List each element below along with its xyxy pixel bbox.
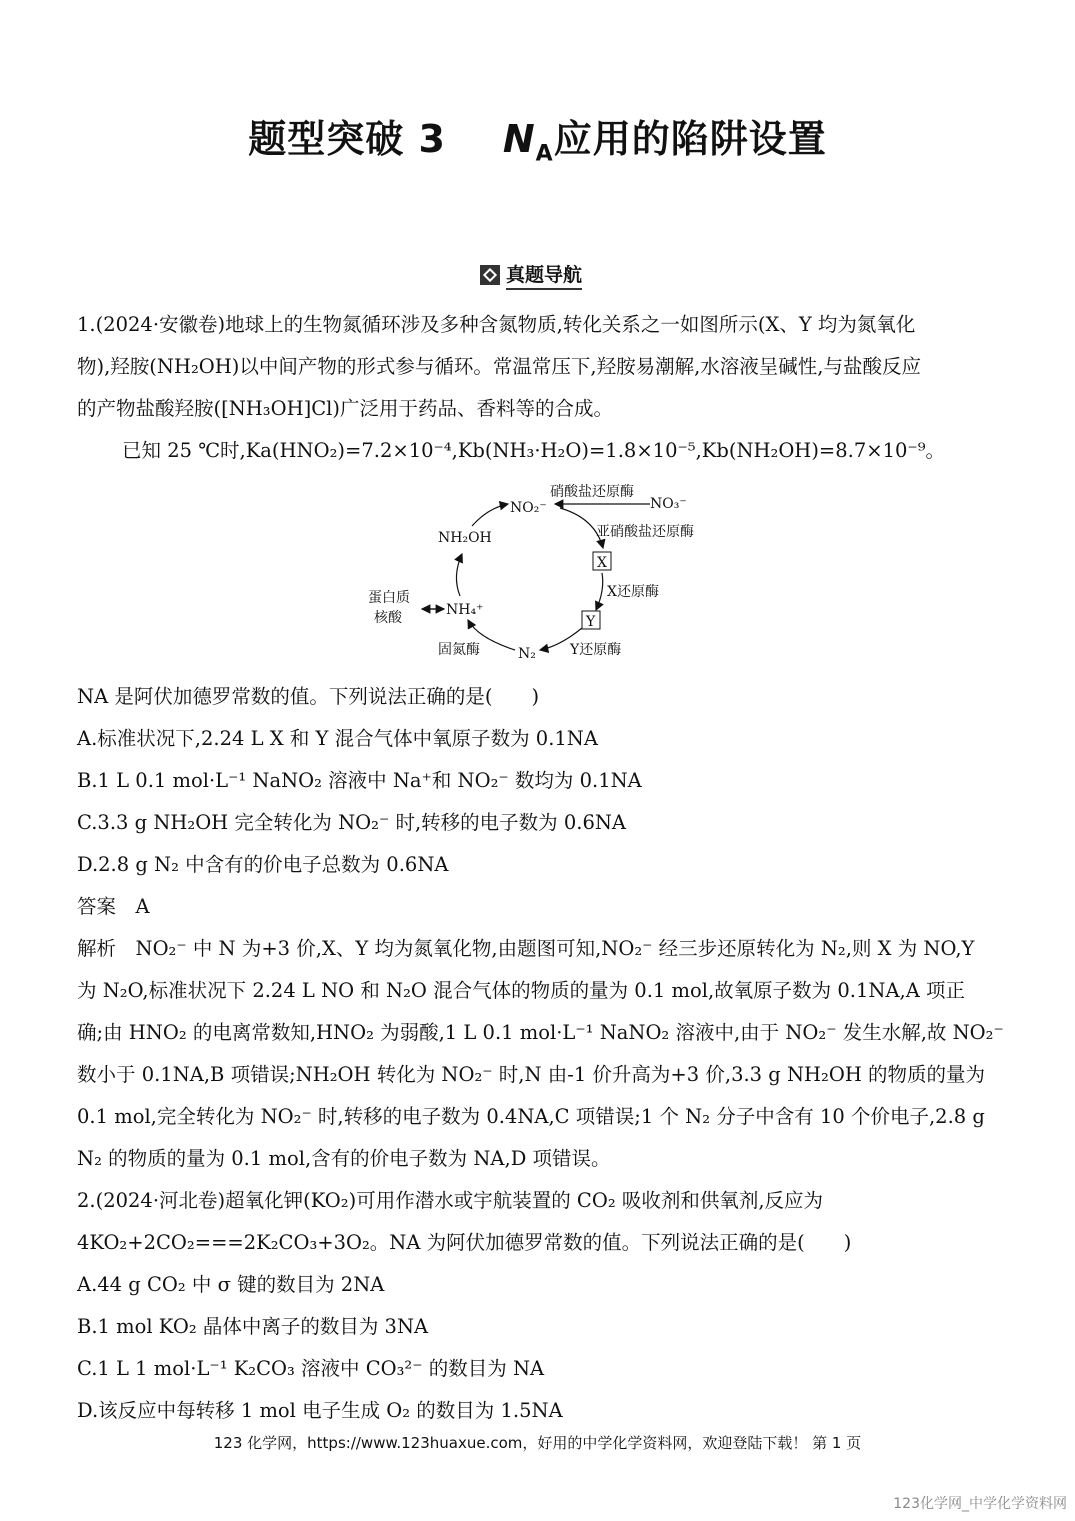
q2-line-1: 2.(2024·河北卷)超氧化钾(KO₂)可用作潜水或宇航装置的 CO₂ 吸收剂和供氧剂,反应为 bbox=[77, 1189, 824, 1212]
q1-line-3: 的产物盐酸羟胺([NH₃OH]Cl)广泛用于药品、香料等的合成。 bbox=[77, 397, 613, 420]
label-nh2oh: NH₂OH bbox=[438, 530, 492, 546]
label-no3: NO₃⁻ bbox=[650, 496, 687, 512]
q1-option-d: D.2.8 g N₂ 中含有的价电子总数为 0.6NA bbox=[77, 853, 449, 876]
q1-stem: NA 是阿伏加德罗常数的值。下列说法正确的是( ) bbox=[77, 685, 540, 708]
label-nucleic-acid: 核酸 bbox=[374, 610, 402, 626]
q2-option-a: A.44 g CO₂ 中 σ 键的数目为 2NA bbox=[77, 1273, 385, 1296]
q2-line-2: 4KO₂+2CO₂===2K₂CO₃+3O₂。NA 为阿伏加德罗常数的值。下列说法正确的是( ) bbox=[77, 1231, 852, 1254]
q1-line-2: 物),羟胺(NH₂OH)以中间产物的形式参与循环。常温常压下,羟胺易潮解,水溶液呈碱性,与盐酸反应 bbox=[77, 355, 921, 378]
label-no2: NO₂⁻ bbox=[510, 500, 547, 516]
label-x: X bbox=[597, 555, 607, 571]
label-nh4: NH₄⁺ bbox=[446, 602, 484, 618]
q1-option-b: B.1 L 0.1 mol·L⁻¹ NaNO₂ 溶液中 Na⁺和 NO₂⁻ 数均为 0.1NA bbox=[77, 769, 642, 792]
label-nitrate-reductase: 硝酸盐还原酶 bbox=[550, 484, 634, 500]
q1-option-a: A.标准状况下,2.24 L X 和 Y 混合气体中氧原子数为 0.1NA bbox=[77, 727, 598, 750]
q1-explanation-5: 0.1 mol,完全转化为 NO₂⁻ 时,转移的电子数为 0.4NA,C 项错误;1 个 N₂ 分子中含有 10 个价电子,2.8 g bbox=[77, 1105, 985, 1128]
q1-line-1: 1.(2024·安徽卷)地球上的生物氮循环涉及多种含氮物质,转化关系之一如图所示(X、Y 均为氮氧化 bbox=[77, 313, 916, 336]
site-watermark: 123化学网_中学化学资料网 bbox=[893, 1496, 1067, 1512]
label-n2: N₂ bbox=[518, 646, 536, 662]
diamond-icon bbox=[480, 265, 500, 285]
page-title: 题型突破 3 $N_A$应用的陷阱设置 bbox=[248, 117, 827, 167]
q1-answer: 答案 A bbox=[77, 895, 150, 918]
label-y: Y bbox=[586, 614, 596, 630]
q1-explanation-1: 解析 NO₂⁻ 中 N 为+3 价,X、Y 均为氮氧化物,由题图可知,NO₂⁻ 经三步还原转化为 N₂,则 X 为 NO,Y bbox=[77, 937, 975, 960]
q1-explanation-2: 为 N₂O,标准状况下 2.24 L NO 和 N₂O 混合气体的物质的量为 0.1 mol,故氧原子数为 0.1NA,A 项正 bbox=[77, 979, 966, 1002]
q1-option-c: C.3.3 g NH₂OH 完全转化为 NO₂⁻ 时,转移的电子数为 0.6NA bbox=[77, 811, 626, 834]
label-x-reductase: X还原酶 bbox=[607, 584, 659, 600]
q2-option-b: B.1 mol KO₂ 晶体中离子的数目为 3NA bbox=[77, 1315, 429, 1338]
q2-option-c: C.1 L 1 mol·L⁻¹ K₂CO₃ 溶液中 CO₃²⁻ 的数目为 NA bbox=[77, 1357, 545, 1380]
q2-option-d: D.该反应中每转移 1 mol 电子生成 O₂ 的数目为 1.5NA bbox=[77, 1399, 563, 1422]
label-nitrogenase: 固氮酶 bbox=[438, 642, 480, 658]
section-heading: 真题导航 bbox=[480, 262, 582, 288]
nitrogen-cycle-diagram bbox=[360, 478, 720, 668]
q1-line-4: 已知 25 ℃时,Ka(HNO₂)=7.2×10⁻⁴,Kb(NH₃·H₂O)=1.8×10⁻⁵,Kb(NH₂OH)=8.7×10⁻⁹。 bbox=[122, 439, 946, 462]
q1-explanation-4: 数小于 0.1NA,B 项错误;NH₂OH 转化为 NO₂⁻ 时,N 由-1 价升高为+3 价,3.3 g NH₂OH 的物质的量为 bbox=[77, 1063, 986, 1086]
q1-explanation-3: 确;由 HNO₂ 的电离常数知,HNO₂ 为弱酸,1 L 0.1 mol·L⁻¹ NaNO₂ 溶液中,由于 NO₂⁻ 发生水解,故 NO₂⁻ bbox=[77, 1021, 1004, 1044]
label-protein: 蛋白质 bbox=[368, 590, 410, 606]
page-footer: 123 化学网，https://www.123huaxue.com，好用的中学化学资料网，欢迎登陆下载！ 第 1 页 bbox=[213, 1434, 862, 1452]
label-nitrite-reductase: 亚硝酸盐还原酶 bbox=[596, 524, 694, 540]
q1-explanation-6: N₂ 的物质的量为 0.1 mol,含有的价电子数为 NA,D 项错误。 bbox=[77, 1147, 611, 1170]
label-y-reductase: Y还原酶 bbox=[570, 642, 622, 658]
